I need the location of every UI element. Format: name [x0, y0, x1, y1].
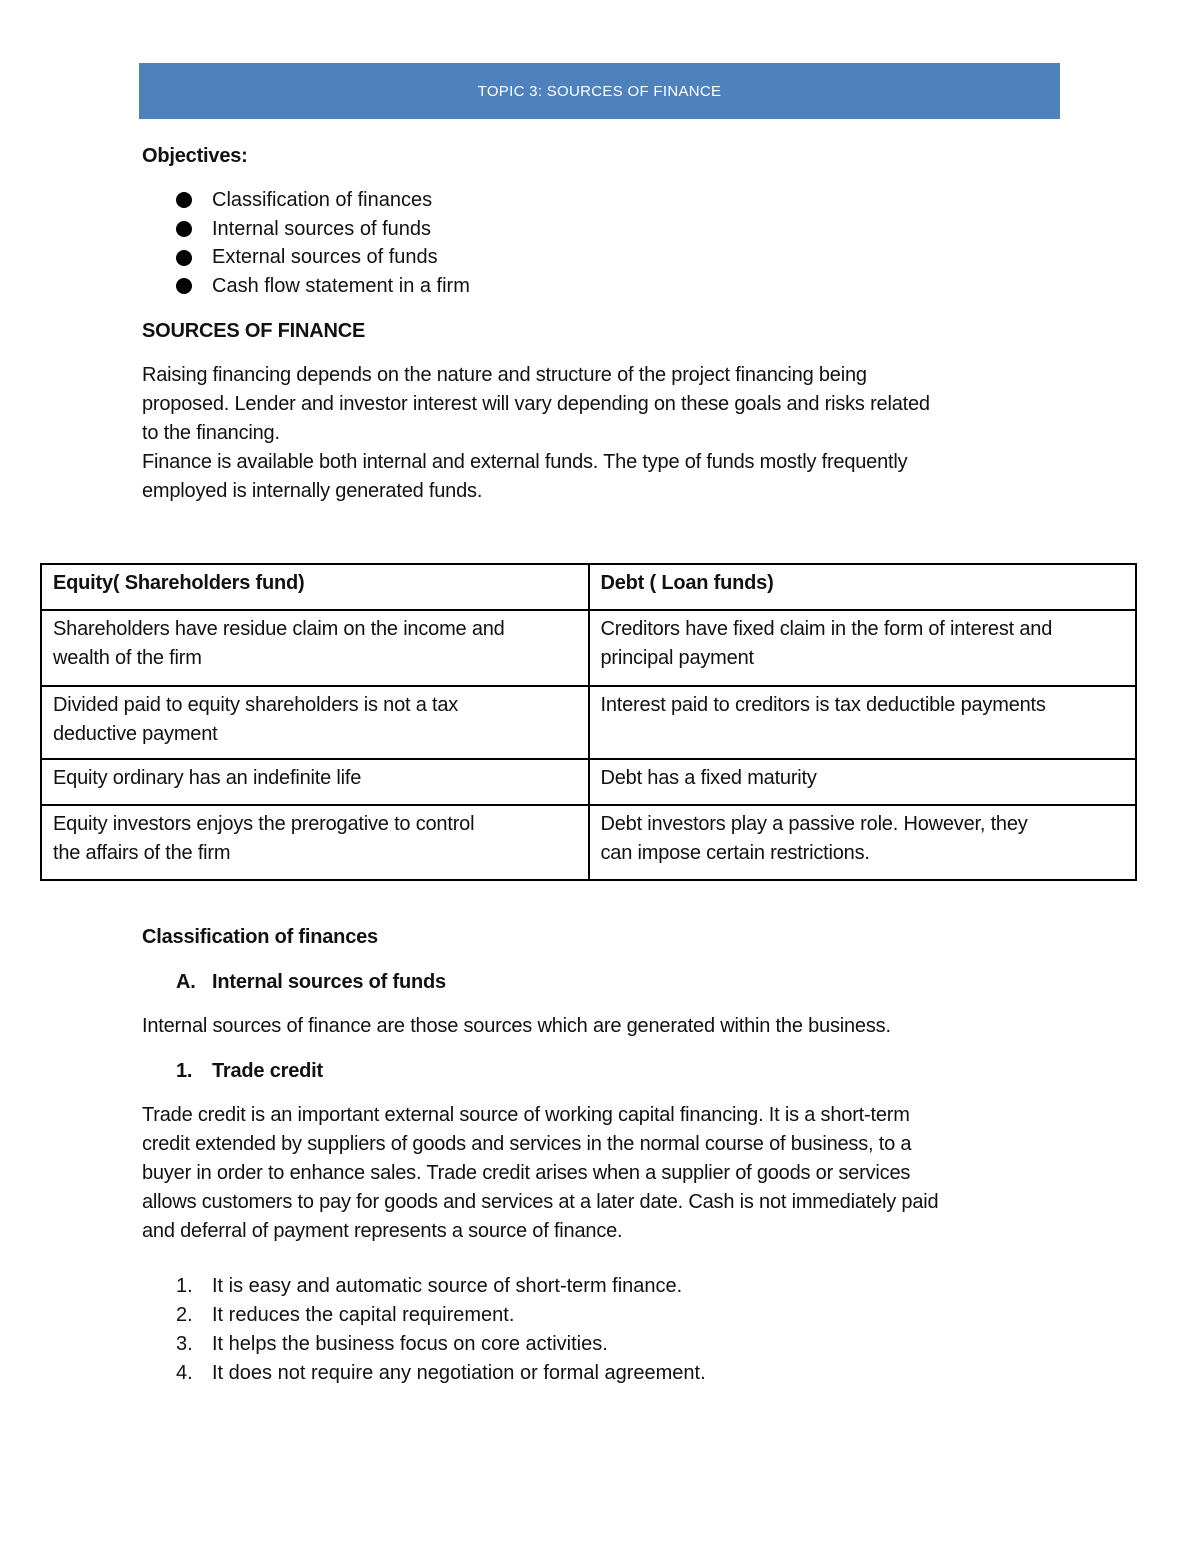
trade-credit-heading: [176, 1057, 323, 1086]
list-item-text: Cash flow statement in a firm: [212, 274, 470, 297]
list-item-text: It is easy and automatic source of short-term finance.: [212, 1275, 683, 1297]
table-cell: Debt has a fixed maturity: [589, 759, 1137, 805]
list-item: [176, 1359, 706, 1388]
table-cell: Debt investors play a passive role. However, they can impose certain restrictions.: [589, 805, 1137, 880]
table-cell: Equity ordinary has an indefinite life: [41, 759, 589, 805]
paragraph-line: allows customers to pay for goods and services at a later date. Cash is not immediately paid: [142, 1191, 939, 1213]
table-header-equity: Equity( Shareholders fund): [41, 564, 589, 610]
list-item-text: It does not require any negotiation or formal agreement.: [212, 1362, 706, 1384]
equity-debt-table: [40, 563, 1137, 881]
bullet-icon: [176, 192, 192, 208]
paragraph-line: credit extended by suppliers of goods and services in the normal course of business, to a: [142, 1133, 912, 1155]
list-item: [176, 1272, 706, 1301]
list-marker: 4.: [176, 1362, 193, 1384]
topic-banner: TOPIC 3: SOURCES OF FINANCE: [139, 63, 1060, 119]
trade-credit-points: [176, 1272, 706, 1388]
paragraph-line: Trade credit is an important external source of working capital financing. It is a short-term: [142, 1104, 910, 1126]
list-item-text: External sources of funds: [212, 246, 438, 269]
table-header-debt: Debt ( Loan funds): [589, 564, 1137, 610]
list-marker: A.: [176, 971, 196, 993]
table-cell: Creditors have fixed claim in the form of interest and principal payment: [589, 610, 1137, 686]
list-item-text: Internal sources of funds: [212, 217, 432, 240]
table-row: [41, 759, 1136, 805]
paragraph-line: Finance is available both internal and external funds. The type of funds mostly frequently: [142, 451, 908, 473]
list-marker: 1.: [176, 1060, 193, 1082]
subheading-text: Internal sources of funds: [212, 971, 446, 993]
paragraph-line: buyer in order to enhance sales. Trade credit arises when a supplier of goods or services: [142, 1162, 911, 1184]
list-item: [176, 186, 470, 215]
table-row: [41, 610, 1136, 686]
list-item: [176, 243, 470, 272]
list-marker: 1.: [176, 1275, 193, 1297]
paragraph-line: proposed. Lender and investor interest will vary depending on these goals and risks related: [142, 393, 930, 415]
sources-paragraph: [142, 361, 930, 506]
table-row: [41, 805, 1136, 880]
subheading-text: Trade credit: [212, 1060, 323, 1082]
list-item: [176, 215, 470, 244]
bullet-icon: [176, 278, 192, 294]
trade-credit-paragraph: [142, 1101, 938, 1246]
bullet-icon: [176, 221, 192, 237]
paragraph-line: and deferral of payment represents a source of finance.: [142, 1220, 623, 1242]
list-item-text: Classification of finances: [212, 188, 433, 211]
table-header-row: [41, 564, 1136, 610]
paragraph-line: employed is internally generated funds.: [142, 480, 483, 502]
list-item-text: It helps the business focus on core activities.: [212, 1333, 608, 1355]
list-marker: 2.: [176, 1304, 193, 1326]
list-marker: 3.: [176, 1333, 193, 1355]
list-item: [176, 272, 470, 301]
sources-heading: SOURCES OF FINANCE: [142, 320, 366, 342]
table-cell: Equity investors enjoys the prerogative to control the affairs of the firm: [41, 805, 589, 880]
list-item-text: It reduces the capital requirement.: [212, 1304, 515, 1326]
list-item: [176, 1330, 706, 1359]
paragraph-line: Raising financing depends on the nature and structure of the project financing being: [142, 364, 867, 386]
table-cell: Divided paid to equity shareholders is not a tax deductive payment: [41, 686, 589, 759]
list-item: [176, 1301, 706, 1330]
objectives-heading: Objectives:: [142, 145, 248, 167]
internal-sources-heading: [176, 968, 446, 997]
objectives-list: [176, 186, 470, 301]
table-cell: Shareholders have residue claim on the income and wealth of the firm: [41, 610, 589, 686]
bullet-icon: [176, 250, 192, 266]
classification-heading: Classification of finances: [142, 926, 378, 948]
internal-sources-intro: Internal sources of finance are those sources which are generated within the business.: [142, 1015, 891, 1037]
table-row: [41, 686, 1136, 759]
table-cell: Interest paid to creditors is tax deductible payments: [589, 686, 1137, 759]
paragraph-line: to the financing.: [142, 422, 280, 444]
